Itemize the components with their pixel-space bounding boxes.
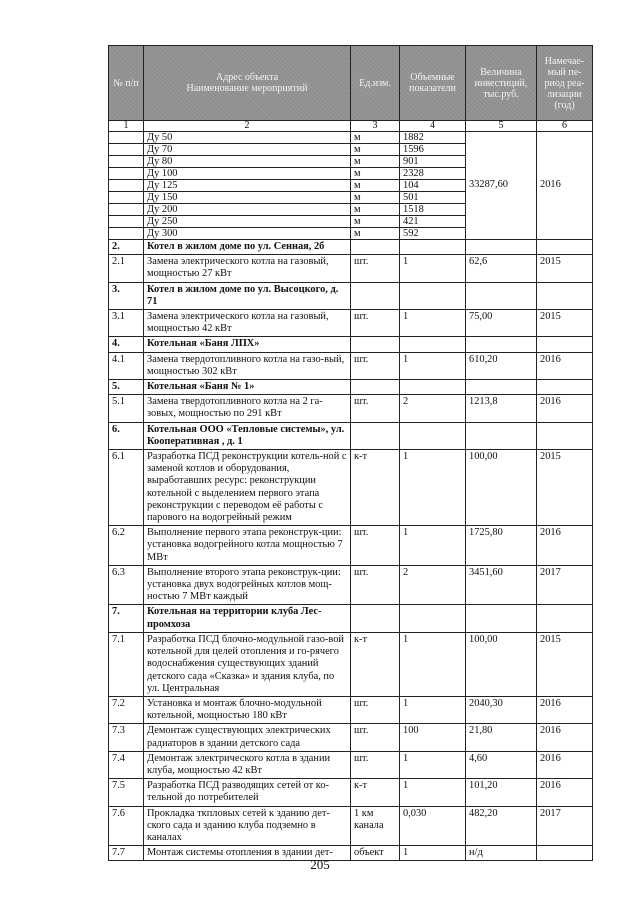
table-row [109,526,593,566]
page-number: 205 [310,857,330,872]
row-number: 6.2 [109,526,144,566]
row-cost: 1213,8 [466,395,537,422]
row-number: 5.1 [109,395,144,422]
colnum: 4 [400,121,466,132]
row-cost: 101,20 [466,779,537,806]
table-row [109,779,593,806]
pipe-qty: 901 [400,156,466,168]
row-quantity: 0,030 [400,806,466,846]
row-description: Выполнение первого этапа реконструк-ции: установка водогрейного котла мощностью 7 МВт [144,526,351,566]
pipe-unit: м [351,180,400,192]
table-header-row [109,46,593,121]
pipe-unit: м [351,216,400,228]
row-description: Замена электрического котла на газовый, мощностью 27 кВт [144,255,351,282]
row-number: 7.3 [109,724,144,751]
row-year: 2016 [537,526,593,566]
investment-table [108,45,593,861]
row-year: 2016 [537,751,593,778]
pipe-unit: м [351,168,400,180]
pipe-qty: 501 [400,192,466,204]
row-quantity: 1 [400,310,466,337]
row-cost: 610,20 [466,352,537,379]
header-period: Намечае-мый пе-риод реа-лизации (год) [537,46,593,121]
row-description: Замена твердотопливного котла на газо-вый, мощностью 302 кВт [144,352,351,379]
pipes-cost: 33287,60 [466,132,537,240]
row-description: Котел в жилом доме по ул. Сенная, 2б [144,240,351,255]
table-row [109,450,593,526]
colnum: 1 [109,121,144,132]
row-cost: 1725,80 [466,526,537,566]
table-row [109,395,593,422]
row-quantity [400,422,466,449]
row-description: Котельная ООО «Тепловые системы», ул. Кооперативная , д. 1 [144,422,351,449]
row-quantity [400,240,466,255]
row-quantity: 100 [400,724,466,751]
pipe-unit: м [351,192,400,204]
pipe-qty: 421 [400,216,466,228]
pipe-name: Ду 300 [144,228,351,240]
row-year: 2015 [537,632,593,696]
pipe-qty: 2328 [400,168,466,180]
row-description: Разработка ПСД реконструкции котель-ной с заменой котлов и оборудования, выработавших ресурс: реконструкции котельной с выделением первого этапа реконструкции с переводом её работы с парового на водогрейный режим [144,450,351,526]
row-quantity: 1 [400,779,466,806]
header-object-address: Адрес объекта [215,72,279,83]
row-quantity: 2 [400,395,466,422]
table-row [109,724,593,751]
header-investment: Величина инвестиций, тыс.руб. [466,46,537,121]
colnum: 3 [351,121,400,132]
row-description: Разработка ПСД разводящих сетей от ко-тельной до потребителей [144,779,351,806]
colnum: 2 [144,121,351,132]
row-year [537,605,593,632]
row-cost [466,282,537,309]
table-row [109,696,593,723]
row-number: 5. [109,380,144,395]
row-year [537,380,593,395]
row-year: 2016 [537,779,593,806]
row-quantity: 1 [400,255,466,282]
row-unit: шт. [351,352,400,379]
row-cost [466,605,537,632]
column-number-row [109,121,593,132]
row-description: Котельная «Баня № 1» [144,380,351,395]
row-number: 7.6 [109,806,144,846]
row-year: 2015 [537,255,593,282]
row-description: Демонтаж электрического котла в здании клуба, мощностью 42 кВт [144,751,351,778]
row-unit [351,240,400,255]
pipe-name: Ду 125 [144,180,351,192]
row-year: 2015 [537,450,593,526]
row-description: Котельная «Баня ЛПХ» [144,337,351,352]
pipe-qty: 592 [400,228,466,240]
row-cost [466,337,537,352]
row-unit [351,337,400,352]
row-description: Установка и монтаж блочно-модульной котельной, мощностью 180 кВт [144,696,351,723]
row-description: Замена твердотопливного котла на 2 га-зовых, мощностью по 291 кВт [144,395,351,422]
pipe-number [109,204,144,216]
row-cost [466,240,537,255]
row-quantity: 1 [400,632,466,696]
header-number: № п/п [109,46,144,121]
section-row [109,605,593,632]
table-row [109,751,593,778]
row-unit: к-т [351,632,400,696]
row-quantity: 2 [400,565,466,605]
row-number: 7.1 [109,632,144,696]
pipe-qty: 1518 [400,204,466,216]
table-row [109,310,593,337]
row-description: Выполнение второго этапа реконструк-ции: установка двух водогрейных котлов мощ-ностью 7 МВт каждый [144,565,351,605]
row-number: 7.7 [109,846,144,861]
row-cost [466,380,537,395]
row-cost: н/д [466,846,537,861]
pipe-unit: м [351,156,400,168]
row-number: 3. [109,282,144,309]
table-row [109,255,593,282]
row-number: 4. [109,337,144,352]
row-quantity: 1 [400,352,466,379]
row-year [537,337,593,352]
pipe-name: Ду 250 [144,216,351,228]
row-unit: шт. [351,526,400,566]
row-year [537,422,593,449]
row-cost: 4,60 [466,751,537,778]
row-description: Демонтаж существующих электрических радиаторов в здании детского сада [144,724,351,751]
pipe-number [109,216,144,228]
row-description: Котел в жилом доме по ул. Высоцкого, д. 71 [144,282,351,309]
row-cost: 3451,60 [466,565,537,605]
pipe-unit: м [351,204,400,216]
row-unit [351,422,400,449]
row-number: 4.1 [109,352,144,379]
row-cost: 75,00 [466,310,537,337]
row-number: 3.1 [109,310,144,337]
row-description: Прокладка ткпловых сетей к зданию дет-ского сада и зданию клуба подземно в каналах [144,806,351,846]
row-unit: к-т [351,779,400,806]
row-unit: шт. [351,696,400,723]
pipe-name: Ду 200 [144,204,351,216]
row-description: Котельная на территории клуба Лес-промхоза [144,605,351,632]
row-quantity [400,380,466,395]
row-cost: 482,20 [466,806,537,846]
row-unit: шт. [351,395,400,422]
row-year [537,240,593,255]
row-number: 6.1 [109,450,144,526]
section-row [109,240,593,255]
pipe-name: Ду 150 [144,192,351,204]
header-object [144,46,351,121]
colnum: 5 [466,121,537,132]
pipe-qty: 1882 [400,132,466,144]
pipe-number [109,180,144,192]
row-number: 7.4 [109,751,144,778]
header-unit: Ед.изм. [351,46,400,121]
colnum: 6 [537,121,593,132]
header-object-name: Наименование мероприятий [186,83,308,94]
row-number: 7.5 [109,779,144,806]
table-row [109,632,593,696]
row-description: Замена электрического котла на газовый, мощностью 42 кВт [144,310,351,337]
row-year: 2016 [537,724,593,751]
section-row [109,337,593,352]
pipe-number [109,192,144,204]
pipe-unit: м [351,132,400,144]
row-cost: 2040,30 [466,696,537,723]
table-row [109,806,593,846]
row-year: 2016 [537,352,593,379]
pipe-unit: м [351,228,400,240]
pipe-name: Ду 70 [144,144,351,156]
row-cost: 100,00 [466,450,537,526]
row-quantity: 1 [400,526,466,566]
row-unit: шт. [351,310,400,337]
row-quantity [400,282,466,309]
row-quantity [400,337,466,352]
row-year: 2016 [537,696,593,723]
pipe-unit: м [351,144,400,156]
pipe-number [109,156,144,168]
pipe-name: Ду 100 [144,168,351,180]
row-unit [351,282,400,309]
section-row [109,380,593,395]
row-unit: шт. [351,255,400,282]
pipe-number [109,144,144,156]
row-description: Монтаж системы отопления в здании дет- [144,846,351,861]
row-unit: 1 км канала [351,806,400,846]
row-quantity: 1 [400,751,466,778]
row-quantity: 1 [400,696,466,723]
section-row [109,422,593,449]
pipe-row [109,132,593,144]
pipes-year: 2016 [537,132,593,240]
row-number: 7.2 [109,696,144,723]
pipe-number [109,228,144,240]
row-unit: шт. [351,751,400,778]
row-number: 2.1 [109,255,144,282]
row-quantity: 1 [400,450,466,526]
pipe-qty: 104 [400,180,466,192]
pipe-name: Ду 50 [144,132,351,144]
row-cost: 21,80 [466,724,537,751]
pipe-qty: 1596 [400,144,466,156]
row-quantity: 1 [400,846,466,861]
row-unit: объект [351,846,400,861]
row-cost: 62,6 [466,255,537,282]
row-unit: к-т [351,450,400,526]
row-cost [466,422,537,449]
row-unit [351,380,400,395]
section-row [109,282,593,309]
row-quantity [400,605,466,632]
row-year: 2015 [537,310,593,337]
row-year [537,282,593,309]
row-number: 6.3 [109,565,144,605]
row-cost: 100,00 [466,632,537,696]
table-row [109,565,593,605]
table-row [109,352,593,379]
row-year: 2016 [537,395,593,422]
header-volume: Объемные показатели [400,46,466,121]
row-unit: шт. [351,565,400,605]
row-number: 7. [109,605,144,632]
row-year: 2017 [537,806,593,846]
row-number: 6. [109,422,144,449]
pipe-name: Ду 80 [144,156,351,168]
pipe-number [109,132,144,144]
row-year: 2017 [537,565,593,605]
pipe-number [109,168,144,180]
row-unit [351,605,400,632]
row-number: 2. [109,240,144,255]
row-unit: шт. [351,724,400,751]
row-description: Разработка ПСД блочно-модульной газо-вой котельной для целей отопления и го-рячего водоснабжения существующих зданий детского сада «Сказка» и здания клуба, по ул. Центральная [144,632,351,696]
